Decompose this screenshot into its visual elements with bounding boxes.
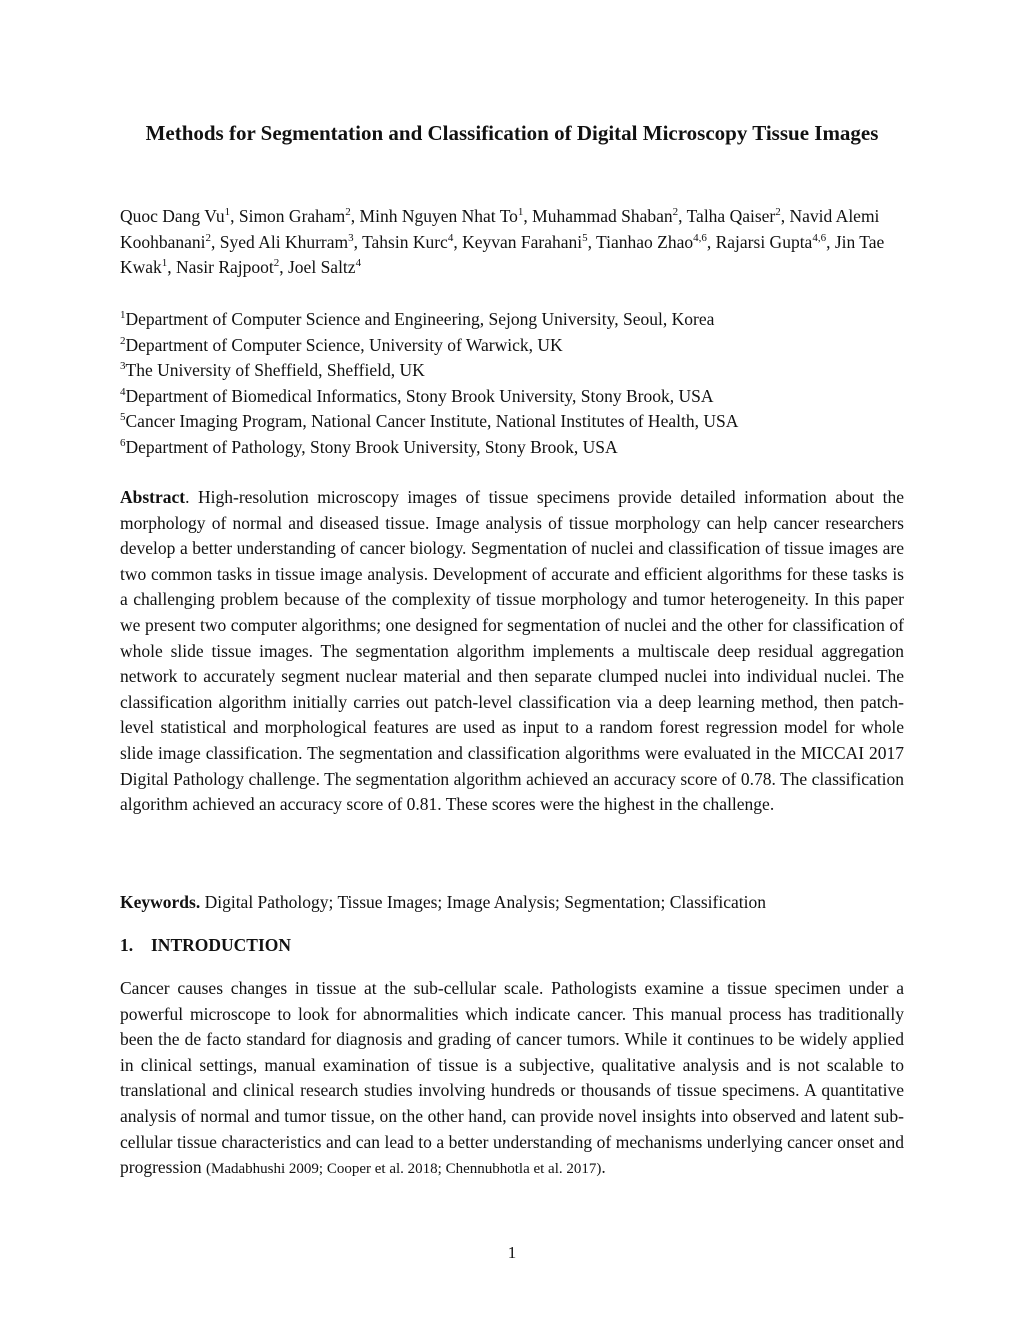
author-name: Simon Graham (238, 206, 346, 226)
section-title: INTRODUCTION (151, 935, 292, 955)
author-affil-sup: 2 (345, 206, 351, 219)
affiliation-sup: 4 (120, 385, 126, 398)
author-name: Jin Tae Kwak (120, 231, 885, 277)
author-affil-sup: 5 (582, 231, 588, 244)
affiliation-text: The University of Sheffield, Sheffield, UK (125, 360, 425, 380)
author-affil-sup: 4,6 (812, 231, 827, 244)
author-affil-sup: 4 (355, 257, 362, 270)
affiliation-item (120, 435, 906, 461)
affiliation-text: Department of Computer Science, University of Warwick, UK (125, 334, 563, 355)
author-name: Joel Saltz (288, 257, 356, 277)
page-number: 1 (507, 1243, 517, 1262)
affiliation-text: Department of Computer Science and Engineering, Sejong University, Seoul, Korea (125, 309, 715, 329)
author-affil-sup: 2 (205, 231, 212, 244)
affiliation-sup: 6 (120, 436, 126, 449)
author-name: Minh Nguyen Nhat To (359, 206, 518, 226)
author-affil-sup: 1 (517, 206, 524, 219)
affiliation-text: Department of Biomedical Informatics, Stony Brook University, Stony Brook, USA (125, 385, 714, 406)
author-name: Tahsin Kurc (362, 231, 448, 252)
author-name: Quoc Dang Vu (120, 206, 225, 226)
citation: (Madabhushi 2009; Cooper et al. 2018; Chennubhotla et al. 2017) (206, 1161, 602, 1178)
affiliation-sup: 3 (120, 360, 126, 373)
author-name: Rajarsi Gupta (715, 231, 813, 252)
affiliation-item (120, 358, 906, 384)
affiliation-list (120, 307, 906, 460)
author-name: Syed Ali Khurram (219, 231, 349, 252)
keywords-label: Keywords. (120, 892, 201, 912)
affiliation-item (120, 307, 906, 333)
affiliation-item (120, 333, 906, 359)
section-heading (120, 933, 291, 958)
author-affil-sup: 3 (348, 231, 354, 244)
affiliation-sup: 1 (120, 309, 126, 322)
affiliation-sup: 2 (120, 334, 126, 347)
author-affil-sup: 4 (447, 231, 454, 244)
introduction-end: . (601, 1157, 606, 1178)
affiliation-item (120, 384, 906, 410)
author-name: Keyvan Farahani (462, 231, 583, 252)
section-number: 1. (120, 935, 134, 955)
paper-title: Methods for Segmentation and Classification of Digital Microscopy Tissue Images (145, 121, 879, 145)
author-name: Muhammad Shaban (532, 206, 673, 226)
keywords (120, 890, 906, 915)
keywords-text: Digital Pathology; Tissue Images; Image Analysis; Segmentation; Classification (200, 892, 766, 912)
affiliation-item (120, 409, 906, 435)
author-name: Nasir Rajpoot (176, 257, 274, 277)
introduction-text: Cancer causes changes in tissue at the sub-cellular scale. Pathologists examine a tissue specimen under a powerful microscope to look for abnormalities which indicate cancer. This manual process has traditionally been the de facto standard for diagnosis and grading of cancer tumors. While it continues to be widely applied in clinical settings, manual examination of tissue is a subjective, qualitative analysis and is not scalable to translational and clinical research studies involving hundreds or thousands of tissue specimens. A quantitative analysis of normal and tumor tissue, on the other hand, can provide novel insights into observed and latent sub-cellular tissue characteristics and can lead to a better understanding of mechanisms underlying cancer onset and progression (120, 978, 904, 1178)
author-name: Navid Alemi Koohbanani (120, 206, 880, 252)
author-affil-sup: 1 (224, 206, 231, 219)
author-affil-sup: 2 (672, 206, 679, 219)
author-affil-sup: 1 (161, 257, 168, 270)
affiliation-text: Cancer Imaging Program, National Cancer Institute, National Institutes of Health, USA (125, 411, 739, 431)
author-name: Tianhao Zhao (596, 231, 694, 252)
author-affil-sup: 2 (273, 257, 280, 270)
author-affil-sup: 4,6 (693, 231, 707, 244)
abstract (120, 485, 904, 818)
author-affil-sup: 2 (775, 206, 781, 219)
author-name: Talha Qaiser (686, 206, 776, 226)
author-list: Quoc Dang Vu$^1$, Simon Graham$^2$, Minh Nguyen Nhat To$^1$, Muhammad Shaban$^2$, Talha Qaiser$^2$, Navid Alemi Koohbanani$^2$, Syed Ali Khurram$^3$, Tahsin Kurc$^4$, Keyvan Farahani$^5$, Tianhao Zhao$^{4,6}$, Rajarsi Gupta$^{4,6}$, Jin Tae Kwak$^1$, Nasir Rajpoot$^2$, Joel Saltz$^4$ (120, 206, 885, 277)
abstract-label: Abstract (120, 487, 186, 507)
affiliation-text: Department of Pathology, Stony Brook University, Stony Brook, USA (125, 436, 618, 457)
introduction-paragraph (120, 976, 904, 1183)
affiliation-sup: 5 (120, 411, 126, 424)
abstract-text: . High-resolution microscopy images of tissue specimens provide detailed information about the morphology of normal and diseased tissue. Image analysis of tissue morphology can help cancer researchers develop a better understanding of cancer biology. Segmentation of nuclei and classification of tissue images are two common tasks in tissue image analysis. Development of accurate and efficient algorithms for these tasks is a challenging problem because of the complexity of tissue morphology and tumor heterogeneity. In this paper we present two computer algorithms; one designed for segmentation of nuclei and the other for classification of whole slide tissue images. The segmentation algorithm implements a multiscale deep residual aggregation network to accurately segment nuclear material and then separate clumped nuclei into individual nuclei. The classification algorithm initially carries out patch-level classification via a deep learning method, then patch-level statistical and morphological features are used as input to a random forest regression model for whole slide image classification. The segmentation and classification algorithms were evaluated in the MICCAI 2017 Digital Pathology challenge. The segmentation algorithm achieved an accuracy score of 0.78. The classification algorithm achieved an accuracy score of 0.81. These scores were the highest in the challenge. (120, 487, 904, 815)
